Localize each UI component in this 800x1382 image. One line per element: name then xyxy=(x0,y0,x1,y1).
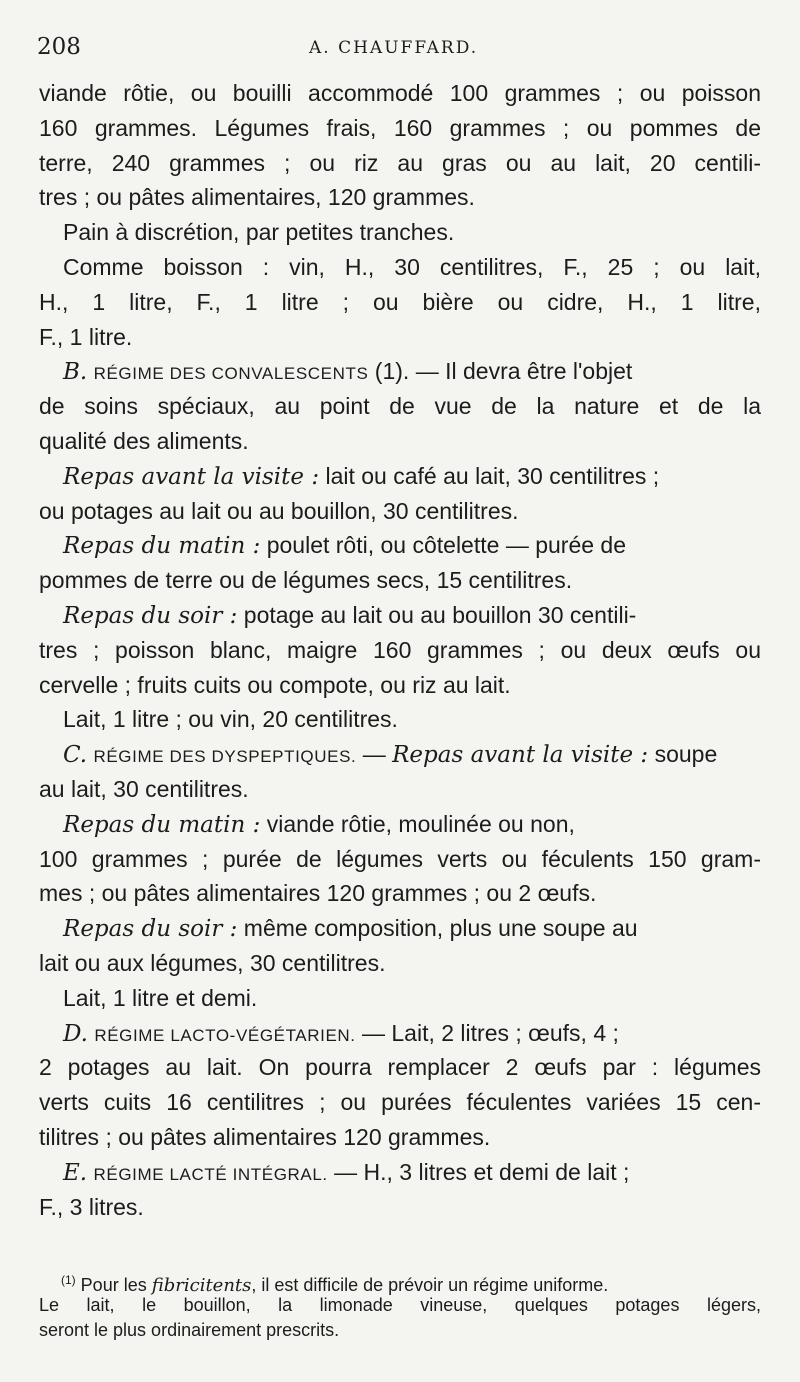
section-heading-b xyxy=(39,354,761,389)
meal-text: soupe xyxy=(648,741,718,768)
text-line: mes ; ou pâtes alimentaires 120 grammes ; ou 2 œufs. xyxy=(39,880,597,907)
text-line: F., 1 litre. xyxy=(39,323,133,350)
text-line: F., 3 litres. xyxy=(39,1193,144,1220)
meal-text: poulet rôti, ou côtelette — purée de xyxy=(260,532,627,559)
running-head: A. CHAUFFARD. xyxy=(309,38,479,58)
text-line: tres ; ou pâtes alimentaires, 120 grammes. xyxy=(39,184,475,211)
meal-line xyxy=(39,459,761,494)
text-line: Lait, 1 litre et demi. xyxy=(63,984,258,1011)
section-heading-e xyxy=(39,1155,761,1190)
footnote xyxy=(39,1268,761,1343)
meal-line xyxy=(39,911,761,946)
section-text: — Lait, 2 litres ; œufs, 4 ; xyxy=(355,1019,619,1046)
text-line: qualité des aliments. xyxy=(39,427,249,454)
footnote-text: Pour les xyxy=(75,1275,152,1295)
section-text: (1). — Il devra être l'objet xyxy=(368,358,633,385)
section-title: RÉGIME DES CONVALESCENTS xyxy=(93,364,369,384)
meal-text: lait ou café au lait, 30 centilitres ; xyxy=(319,462,660,489)
text-line: Comme boisson : vin, H., 30 centilitres, F., 25 ; ou lait, xyxy=(63,253,761,280)
meal-line xyxy=(39,598,761,633)
meal-text: même composition, plus une soupe au xyxy=(237,915,638,942)
text-line: ou potages au lait ou au bouillon, 30 centilitres. xyxy=(39,497,519,524)
section-letter: D. xyxy=(63,1020,88,1047)
text-line: terre, 240 grammes ; ou riz au gras ou au lait, 20 centili- xyxy=(39,149,761,176)
body-text xyxy=(39,76,761,1224)
text-line: 160 grammes. Légumes frais, 160 grammes ; ou pommes de xyxy=(39,114,761,141)
meal-line xyxy=(39,528,761,563)
meal-text: potage au lait ou au bouillon 30 centili- xyxy=(237,601,637,628)
meal-label: Repas avant la visite : xyxy=(63,463,320,490)
footnote-text: , il est difficile de prévoir un régime uniforme. xyxy=(251,1275,609,1295)
meal-text: viande rôtie, moulinée ou non, xyxy=(260,810,575,837)
text-line: 2 potages au lait. On pourra remplacer 2 œufs par : légumes xyxy=(39,1054,761,1081)
text-line: de soins spéciaux, au point de vue de la nature et de la xyxy=(39,393,761,420)
section-letter: B. xyxy=(63,359,88,386)
text-line: pommes de terre ou de légumes secs, 15 centilitres. xyxy=(39,567,573,594)
meal-label: Repas du matin : xyxy=(63,533,261,560)
footnote-line: seront le plus ordinairement prescrits. xyxy=(39,1320,340,1340)
meal-line xyxy=(39,807,761,842)
section-title: RÉGIME DES DYSPEPTIQUES. xyxy=(93,747,357,767)
section-title: RÉGIME LACTO-VÉGÉTARIEN. xyxy=(94,1025,356,1045)
section-letter: E. xyxy=(63,1159,88,1186)
text-line: Lait, 1 litre ; ou vin, 20 centilitres. xyxy=(63,706,398,733)
meal-label: Repas avant la visite : xyxy=(392,742,649,769)
text-line: verts cuits 16 centilitres ; ou purées féculentes variées 15 cen- xyxy=(39,1089,761,1116)
text-line: 100 grammes ; purée de légumes verts ou féculents 150 gram- xyxy=(39,845,761,872)
section-text: — H., 3 litres et demi de lait ; xyxy=(327,1158,630,1185)
text-line: tilitres ; ou pâtes alimentaires 120 grammes. xyxy=(39,1123,491,1150)
text-line: Pain à discrétion, par petites tranches. xyxy=(63,219,455,246)
section-heading-d xyxy=(39,1016,761,1051)
text-line: viande rôtie, ou bouilli accommodé 100 grammes ; ou poisson xyxy=(39,80,761,106)
meal-label: Repas du matin : xyxy=(63,811,261,838)
text-line: au lait, 30 centilitres. xyxy=(39,775,249,802)
footnote-marker: (1) xyxy=(61,1273,76,1287)
text-line: cervelle ; fruits cuits ou compote, ou riz au lait. xyxy=(39,671,511,698)
footnote-line xyxy=(39,1268,761,1296)
section-title: RÉGIME LACTÉ INTÉGRAL. xyxy=(93,1164,328,1184)
page-number: 208 xyxy=(37,34,81,60)
text-line: H., 1 litre, F., 1 litre ; ou bière ou cidre, H., 1 litre, xyxy=(39,288,761,315)
text-line: tres ; poisson blanc, maigre 160 grammes ; ou deux œufs ou xyxy=(39,636,761,663)
text-line: lait ou aux légumes, 30 centilitres. xyxy=(39,949,386,976)
meal-label: Repas du soir : xyxy=(63,602,238,629)
section-dash: — xyxy=(356,741,393,768)
footnote-italic: fibricitents xyxy=(151,1275,252,1296)
section-letter: C. xyxy=(63,742,88,769)
meal-label: Repas du soir : xyxy=(63,916,238,943)
footnote-line: Le lait, le bouillon, la limonade vineuse, quelques potages légers, xyxy=(39,1295,761,1315)
section-heading-c xyxy=(39,737,761,772)
page-header xyxy=(37,34,757,68)
